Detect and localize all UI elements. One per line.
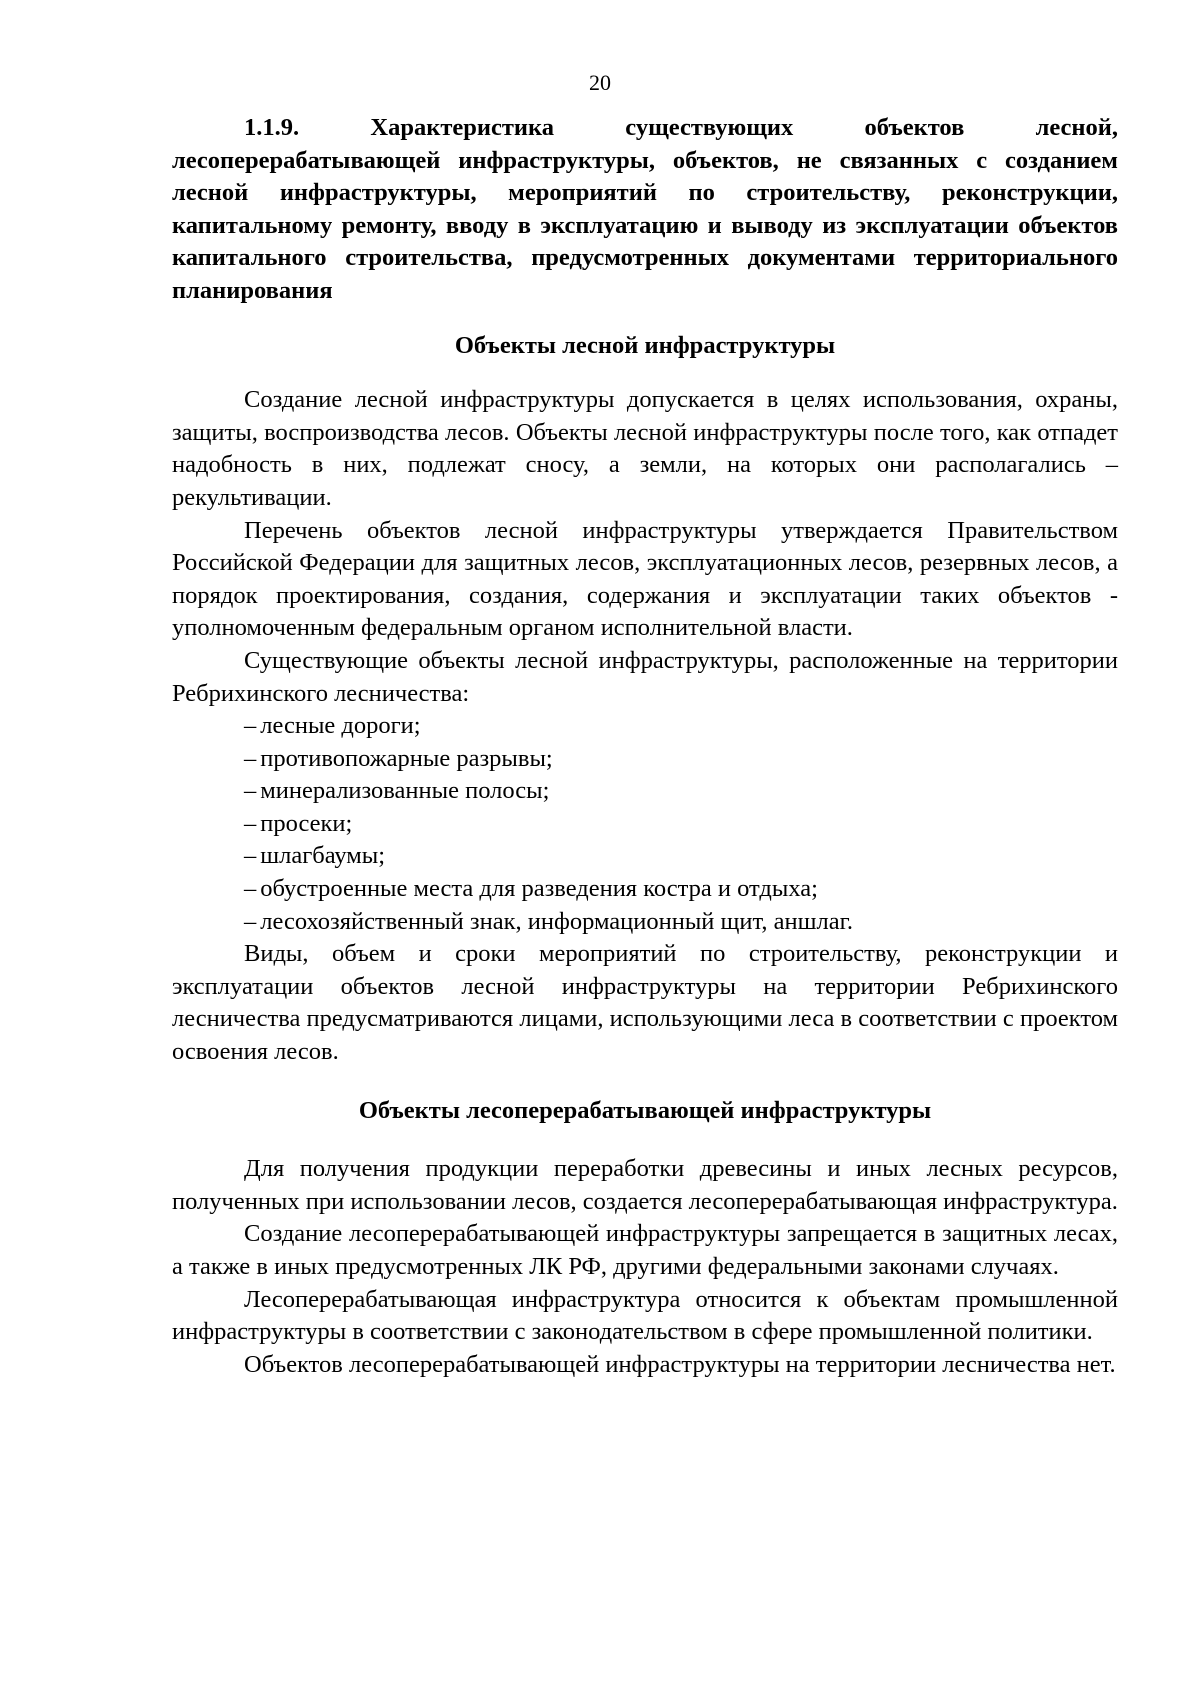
list-item-text: противопожарные разрывы; <box>260 744 553 772</box>
list-item-text: просеки; <box>260 809 353 837</box>
paragraph: Лесоперерабатывающая инфраструктура относится к объектам промышленной инфраструктуры в соответствии с законодательством в сфере промышленной политики. <box>172 1285 1118 1346</box>
page-number: 20 <box>589 70 611 95</box>
list-dash: – <box>244 842 257 870</box>
list-item <box>172 840 1118 873</box>
list-item-text: минерализованные полосы; <box>260 777 550 805</box>
paragraph: Виды, объем и сроки мероприятий по строительству, реконструкции и эксплуатации объектов лесной инфраструктуры на территории Ребрихинского лесничества предусматриваются лицами, использующими леса в соответствии с проектом освоения лесов. <box>172 940 1118 1066</box>
list-dash: – <box>244 875 257 903</box>
list-item <box>172 873 1118 906</box>
forest-infra-heading: Объекты лесной инфраструктуры <box>454 331 836 359</box>
list-item-text: лесные дороги; <box>260 712 421 740</box>
paragraph: Создание лесоперерабатывающей инфраструктуры запрещается в защитных лесах, а также в иных предусмотренных ЛК РФ, другими федеральными законами случаях. <box>172 1220 1118 1280</box>
list-item-text: шлагбаумы; <box>260 842 386 870</box>
paragraph: Существующие объекты лесной инфраструктуры, расположенные на территории Ребрихинского лесничества: <box>172 646 1118 707</box>
list-dash: – <box>244 744 257 772</box>
list-item-text: обустроенные места для разведения костра и отдыха; <box>260 875 818 903</box>
list-item <box>172 906 1118 939</box>
list-item <box>172 710 1118 743</box>
list-dash: – <box>244 777 257 805</box>
forest-infra-list <box>172 710 1118 938</box>
paragraph: Объектов лесоперерабатывающей инфраструктуры на территории лесничества нет. <box>244 1350 1116 1378</box>
list-dash: – <box>244 809 257 837</box>
processing-infra-heading: Объекты лесоперерабатывающей инфраструктуры <box>358 1096 932 1124</box>
list-item <box>172 775 1118 808</box>
paragraph: Перечень объектов лесной инфраструктуры утверждается Правительством Российской Федерации для защитных лесов, эксплуатационных лесов, резервных лесов, а порядок проектирования, создания, содержания и эксплуатации таких объектов - уполномоченным федеральным органом исполнительной власти. <box>172 516 1118 642</box>
list-item <box>172 808 1118 841</box>
list-dash: – <box>244 907 257 935</box>
paragraph: Для получения продукции переработки древесины и иных лесных ресурсов, полученных при использовании лесов, создается лесоперерабатывающая инфраструктура. <box>172 1155 1118 1215</box>
paragraph: Создание лесной инфраструктуры допускается в целях использования, охраны, защиты, воспроизводства лесов. Объекты лесной инфраструктуры после того, как отпадет надобность в них, подлежат сносу, а земли, на которых они располагались – рекультивации. <box>172 386 1118 511</box>
list-item-text: лесохозяйственный знак, информационный щит, аншлаг. <box>260 907 853 935</box>
page-body <box>172 112 1118 1381</box>
list-dash: – <box>244 712 257 740</box>
list-item <box>172 743 1118 776</box>
section-heading: 1.1.9. Характеристика существующих объектов лесной, лесоперерабатывающей инфраструктуры, объектов, не связанных с созданием лесной инфраструктуры, мероприятий по строительству, реконструкции, капитальному ремонту, вводу в эксплуатацию и выводу из эксплуатации объектов капитального строительства, предусмотренных документами территориального планирования <box>172 114 1118 304</box>
